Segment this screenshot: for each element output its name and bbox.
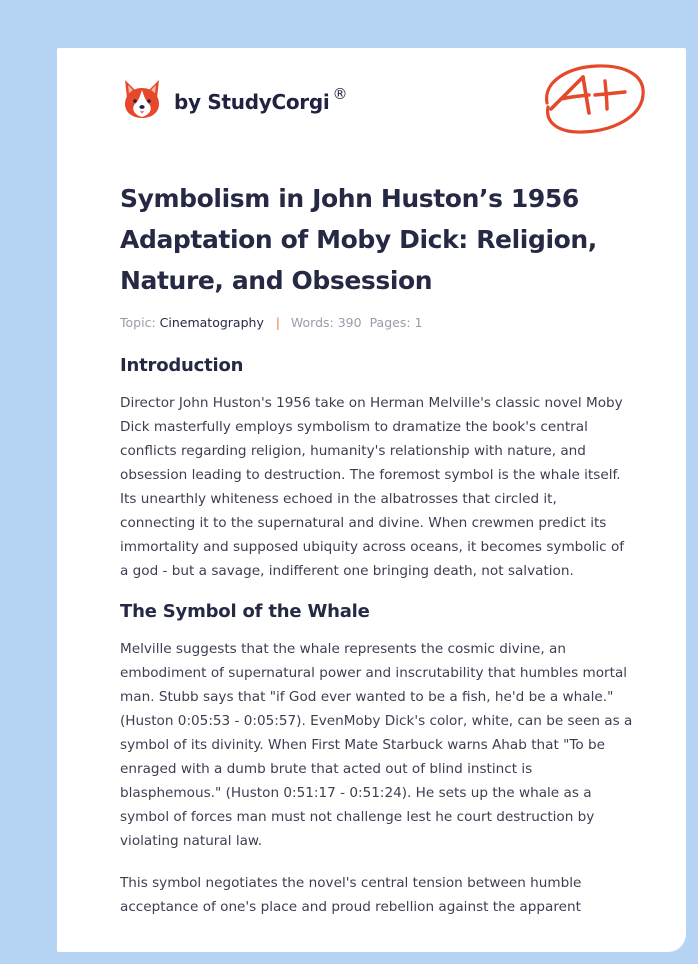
word-count: Words: 390 xyxy=(290,315,362,330)
topic-link[interactable]: Cinematography xyxy=(159,315,264,330)
meta-separator: | xyxy=(275,315,280,330)
paragraph-whale-1: Melville suggests that the whale represents the cosmic divine, an embodiment of supernatural power and inscrutability that humbles mortal man. Stubb says that "if God ever wanted to be a fish, he'd be a whale." (Huston 0:05:53 - 0:05:57). EvenMoby Dick's color, white, can be seen as a symbol of its divinity. When First Mate Starbuck warns Ahab that "To be enraged with a dumb brute that acted out of blind instinct is blasphemous." (Huston 0:51:17 - 0:51:24). He sets up the whale as a symbol of forces man must not challenge lest he court destruction by violating natural law. xyxy=(120,641,633,849)
section-heading-introduction: Introduction xyxy=(120,355,244,376)
section-heading-symbol-of-the-whale: The Symbol of the Whale xyxy=(120,601,370,622)
article-content xyxy=(120,178,633,919)
logo-text: by StudyCorgi ® xyxy=(174,85,348,114)
document-page xyxy=(57,48,686,952)
topic-label: Topic: xyxy=(120,315,156,330)
registered-mark: ® xyxy=(332,85,348,103)
studycorgi-logo[interactable] xyxy=(121,76,347,120)
paragraph-introduction: Director John Huston's 1956 take on Herman Melville's classic novel Moby Dick masterfully employs symbolism to dramatize the book's central conflicts regarding religion, humanity's relationship with nature, and obsession leading to destruction. The foremost symbol is the whale itself. Its unearthly whiteness echoed in the albatrosses that circled it, connecting it to the supernatural and divine. When crewmen predict its immortality and supposed ubiquity across oceans, it becomes symbolic of a god - but a savage, indifferent one bringing death, not salvation. xyxy=(120,395,625,579)
paragraph-whale-2: This symbol negotiates the novel's central tension between humble acceptance of one's place and proud rebellion against the apparent xyxy=(120,875,582,915)
a-plus-grade-icon xyxy=(539,59,649,139)
page-count: Pages: 1 xyxy=(369,315,423,330)
document-meta xyxy=(120,315,633,330)
corgi-icon xyxy=(121,76,163,120)
page-header xyxy=(57,48,686,178)
document-title: Symbolism in John Huston’s 1956 Adaptation of Moby Dick: Religion, Nature, and Obsession xyxy=(120,184,597,295)
